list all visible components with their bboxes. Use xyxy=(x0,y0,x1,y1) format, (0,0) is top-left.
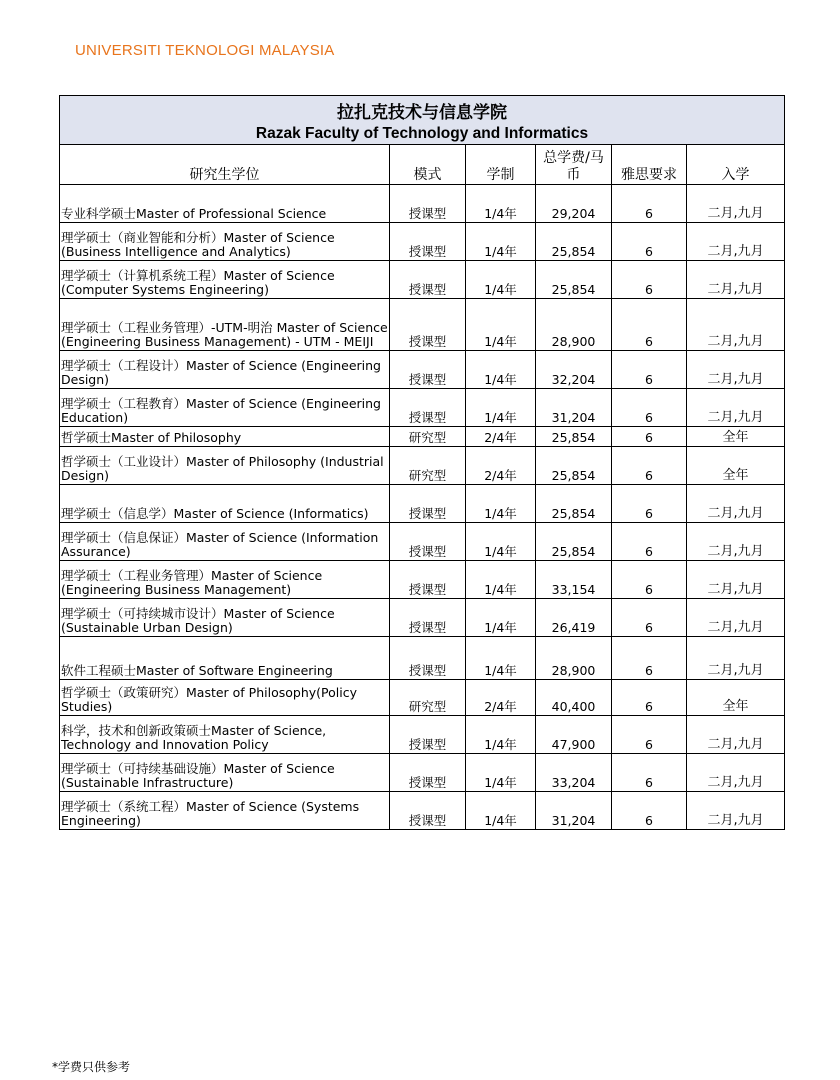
intake-cell: 全年 xyxy=(687,447,785,485)
fee-cell: 26,419 xyxy=(536,599,612,637)
mode-cell: 授课型 xyxy=(390,351,466,389)
intake-cell: 二月,九月 xyxy=(687,599,785,637)
mode-cell: 授课型 xyxy=(390,185,466,223)
fee-cell: 28,900 xyxy=(536,637,612,680)
ielts-cell: 6 xyxy=(612,427,687,447)
table-row xyxy=(60,754,785,792)
program-name-cell: 哲学硕士（工业设计）Master of Philosophy (Industrial Design) xyxy=(60,447,390,485)
faculty-title-en: Razak Faculty of Technology and Informatics xyxy=(255,125,589,142)
table-row xyxy=(60,427,785,447)
fee-cell: 33,154 xyxy=(536,561,612,599)
mode-cell: 授课型 xyxy=(390,523,466,561)
ielts-cell: 6 xyxy=(612,185,687,223)
intake-cell: 二月,九月 xyxy=(687,523,785,561)
duration-cell: 1/4年 xyxy=(466,485,536,523)
header-intake: 入学 xyxy=(687,145,785,185)
table-row xyxy=(60,485,785,523)
duration-cell: 2/4年 xyxy=(466,680,536,716)
program-name-cell: 理学硕士（工程业务管理）Master of Science (Engineering Business Management) xyxy=(60,561,390,599)
table-row xyxy=(60,599,785,637)
program-name-cell: 理学硕士（可持续基础设施）Master of Science (Sustainable Infrastructure) xyxy=(60,754,390,792)
intake-cell: 二月,九月 xyxy=(687,185,785,223)
duration-cell: 1/4年 xyxy=(466,261,536,299)
program-name-cell: 理学硕士（商业智能和分析）Master of Science (Business Intelligence and Analytics) xyxy=(60,223,390,261)
table-row xyxy=(60,716,785,754)
table-row xyxy=(60,389,785,427)
mode-cell: 授课型 xyxy=(390,561,466,599)
header-program: 研究生学位 xyxy=(60,145,390,185)
mode-cell: 研究型 xyxy=(390,427,466,447)
duration-cell: 1/4年 xyxy=(466,792,536,830)
fee-cell: 25,854 xyxy=(536,261,612,299)
program-name-cell: 理学硕士（信息保证）Master of Science (Information Assurance) xyxy=(60,523,390,561)
table-row xyxy=(60,299,785,351)
mode-cell: 授课型 xyxy=(390,223,466,261)
mode-cell: 研究型 xyxy=(390,680,466,716)
program-name-cell: 专业科学硕士Master of Professional Science xyxy=(60,185,390,223)
table-row xyxy=(60,637,785,680)
ielts-cell: 6 xyxy=(612,637,687,680)
table-row xyxy=(60,792,785,830)
intake-cell: 二月,九月 xyxy=(687,351,785,389)
mode-cell: 授课型 xyxy=(390,485,466,523)
header-fee: 总学费/马币 xyxy=(536,145,612,185)
fee-cell: 25,854 xyxy=(536,485,612,523)
ielts-cell: 6 xyxy=(612,680,687,716)
fee-cell: 33,204 xyxy=(536,754,612,792)
fee-cell: 25,854 xyxy=(536,523,612,561)
ielts-cell: 6 xyxy=(612,561,687,599)
fee-cell: 25,854 xyxy=(536,223,612,261)
program-name-cell: 理学硕士（工程设计）Master of Science (Engineering Design) xyxy=(60,351,390,389)
intake-cell: 全年 xyxy=(687,427,785,447)
fee-cell: 47,900 xyxy=(536,716,612,754)
ielts-cell: 6 xyxy=(612,754,687,792)
intake-cell: 二月,九月 xyxy=(687,389,785,427)
fee-cell: 25,854 xyxy=(536,447,612,485)
footnote: *学费只供参考 xyxy=(52,1060,131,1074)
fee-cell: 25,854 xyxy=(536,427,612,447)
ielts-cell: 6 xyxy=(612,447,687,485)
mode-cell: 授课型 xyxy=(390,754,466,792)
table-row xyxy=(60,447,785,485)
intake-cell: 全年 xyxy=(687,680,785,716)
table-row xyxy=(60,185,785,223)
table-row xyxy=(60,561,785,599)
table-row xyxy=(60,261,785,299)
duration-cell: 2/4年 xyxy=(466,427,536,447)
intake-cell: 二月,九月 xyxy=(687,637,785,680)
program-table xyxy=(59,95,785,830)
table-row xyxy=(60,351,785,389)
duration-cell: 1/4年 xyxy=(466,561,536,599)
intake-cell: 二月,九月 xyxy=(687,223,785,261)
header-mode: 模式 xyxy=(390,145,466,185)
ielts-cell: 6 xyxy=(612,485,687,523)
duration-cell: 1/4年 xyxy=(466,754,536,792)
mode-cell: 授课型 xyxy=(390,599,466,637)
duration-cell: 1/4年 xyxy=(466,716,536,754)
ielts-cell: 6 xyxy=(612,523,687,561)
program-name-cell: 理学硕士（系统工程）Master of Science (Systems Engineering) xyxy=(60,792,390,830)
program-name-cell: 理学硕士（工程教育）Master of Science (Engineering Education) xyxy=(60,389,390,427)
program-name-cell: 软件工程硕士Master of Software Engineering xyxy=(60,637,390,680)
header-ielts: 雅思要求 xyxy=(612,145,687,185)
duration-cell: 1/4年 xyxy=(466,637,536,680)
header-duration: 学制 xyxy=(466,145,536,185)
duration-cell: 1/4年 xyxy=(466,223,536,261)
duration-cell: 1/4年 xyxy=(466,523,536,561)
ielts-cell: 6 xyxy=(612,261,687,299)
fee-cell: 40,400 xyxy=(536,680,612,716)
program-name-cell: 科学，技术和创新政策硕士Master of Science, Technology and Innovation Policy xyxy=(60,716,390,754)
mode-cell: 授课型 xyxy=(390,716,466,754)
intake-cell: 二月,九月 xyxy=(687,716,785,754)
ielts-cell: 6 xyxy=(612,792,687,830)
ielts-cell: 6 xyxy=(612,716,687,754)
table-row xyxy=(60,223,785,261)
mode-cell: 授课型 xyxy=(390,299,466,351)
program-name-cell: 理学硕士（计算机系统工程）Master of Science (Computer Systems Engineering) xyxy=(60,261,390,299)
faculty-title-zh: 拉扎克技术与信息学院 xyxy=(337,103,507,123)
program-name-cell: 理学硕士（信息学）Master of Science (Informatics) xyxy=(60,485,390,523)
ielts-cell: 6 xyxy=(612,389,687,427)
table-row xyxy=(60,680,785,716)
program-name-cell: 哲学硕士（政策研究）Master of Philosophy(Policy Studies) xyxy=(60,680,390,716)
university-name: UNIVERSITI TEKNOLOGI MALAYSIA xyxy=(75,42,335,59)
faculty-header xyxy=(60,96,785,145)
mode-cell: 授课型 xyxy=(390,637,466,680)
ielts-cell: 6 xyxy=(612,599,687,637)
duration-cell: 1/4年 xyxy=(466,389,536,427)
fee-cell: 31,204 xyxy=(536,389,612,427)
ielts-cell: 6 xyxy=(612,223,687,261)
intake-cell: 二月,九月 xyxy=(687,485,785,523)
fee-cell: 28,900 xyxy=(536,299,612,351)
fee-cell: 31,204 xyxy=(536,792,612,830)
fee-cell: 29,204 xyxy=(536,185,612,223)
duration-cell: 2/4年 xyxy=(466,447,536,485)
program-name-cell: 哲学硕士Master of Philosophy xyxy=(60,427,390,447)
table-row xyxy=(60,523,785,561)
program-name-cell: 理学硕士（可持续城市设计）Master of Science (Sustainable Urban Design) xyxy=(60,599,390,637)
intake-cell: 二月,九月 xyxy=(687,299,785,351)
duration-cell: 1/4年 xyxy=(466,299,536,351)
duration-cell: 1/4年 xyxy=(466,351,536,389)
mode-cell: 授课型 xyxy=(390,792,466,830)
duration-cell: 1/4年 xyxy=(466,185,536,223)
intake-cell: 二月,九月 xyxy=(687,754,785,792)
intake-cell: 二月,九月 xyxy=(687,261,785,299)
mode-cell: 授课型 xyxy=(390,261,466,299)
fee-cell: 32,204 xyxy=(536,351,612,389)
program-name-cell: 理学硕士（工程业务管理）-UTM-明治 Master of Science (Engineering Business Management) - UTM - MEIJI xyxy=(60,299,390,351)
ielts-cell: 6 xyxy=(612,299,687,351)
mode-cell: 授课型 xyxy=(390,389,466,427)
ielts-cell: 6 xyxy=(612,351,687,389)
duration-cell: 1/4年 xyxy=(466,599,536,637)
mode-cell: 研究型 xyxy=(390,447,466,485)
intake-cell: 二月,九月 xyxy=(687,792,785,830)
intake-cell: 二月,九月 xyxy=(687,561,785,599)
